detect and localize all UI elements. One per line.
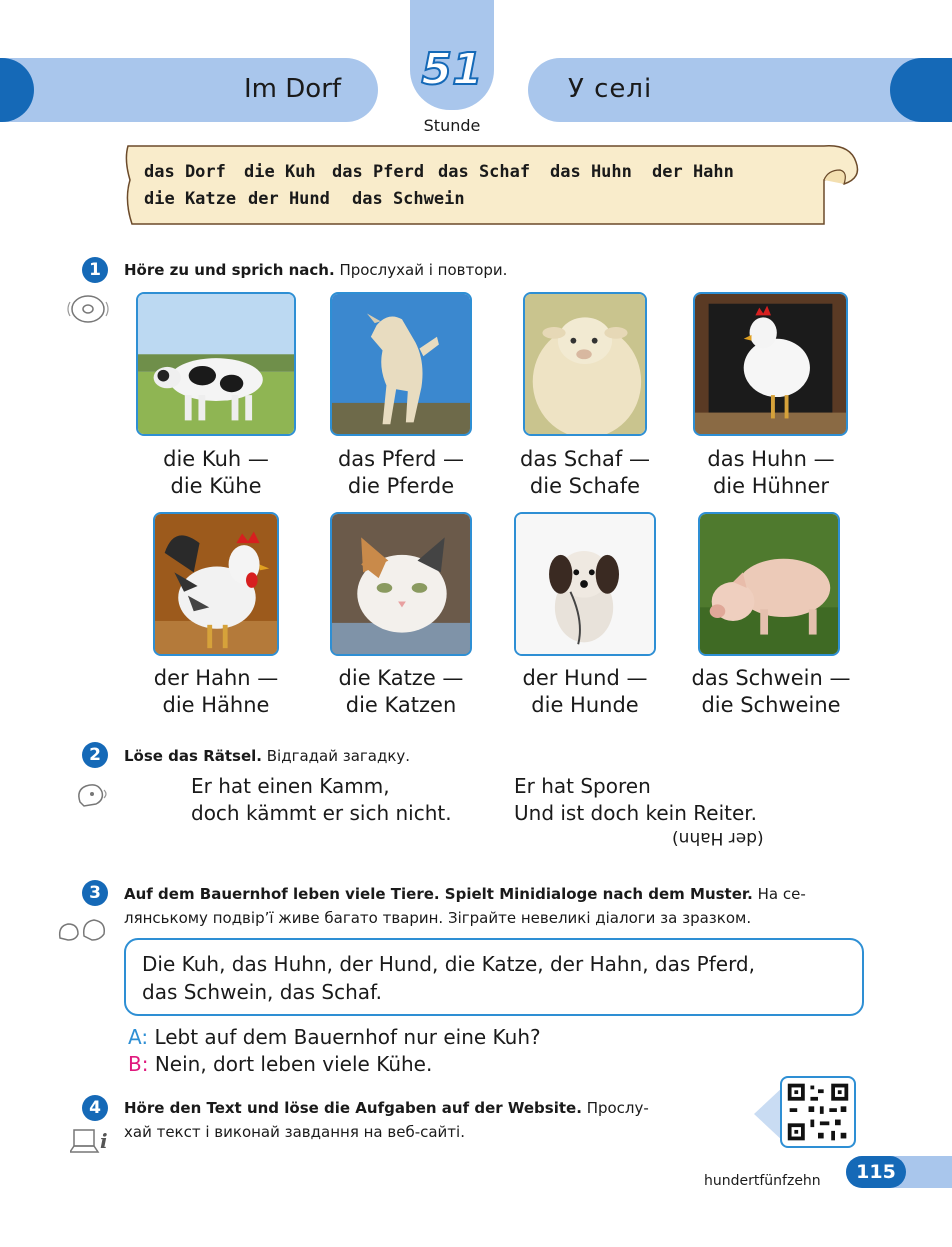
caption-plural: die Schweine — [701, 693, 841, 717]
exercise-4-instruction — [124, 1096, 744, 1144]
word-box-text — [142, 950, 852, 1006]
speaker-b-label: B: — [128, 1052, 149, 1076]
lesson-label: Stunde — [423, 116, 481, 135]
vocab-word: das Dorf — [144, 162, 226, 182]
exercise-3-instruction-de: Auf dem Bauernhof leben viele Tiere. Spielt Minidialoge nach dem Muster. — [124, 885, 753, 903]
rooster-picture — [153, 512, 279, 656]
riddle-right — [514, 773, 757, 827]
caption-singular: das Pferd — — [337, 447, 465, 471]
exercise-2-instruction-de: Löse das Rätsel. — [124, 747, 262, 765]
vocabulary-scroll — [124, 140, 864, 228]
page-number: 115 — [846, 1156, 906, 1188]
caption-pig — [680, 665, 862, 719]
audio-cd-icon[interactable] — [66, 292, 110, 326]
cat-picture — [330, 512, 472, 656]
exercise-1-number: 1 — [82, 257, 108, 283]
qr-code-icon[interactable] — [780, 1076, 856, 1148]
dialog-text: Nein, dort leben viele Kühe. — [154, 1052, 433, 1076]
caption-rooster — [140, 665, 292, 719]
riddle-left — [191, 773, 452, 827]
caption-plural: die Katzen — [345, 693, 457, 717]
caption-dog — [505, 665, 665, 719]
page-number-word: hundertfünfzehn — [704, 1173, 821, 1189]
title-ukrainian: У селі — [568, 74, 653, 104]
caption-singular: die Katze — — [338, 666, 464, 690]
caption-plural: die Hühner — [712, 474, 830, 498]
dialog-line-b — [128, 1051, 432, 1078]
exercise-3-instruction-uk: На се- — [757, 885, 806, 903]
pig-picture — [698, 512, 840, 656]
caption-plural: die Kühe — [170, 474, 262, 498]
vocab-word: der Hahn — [652, 162, 734, 182]
speaker-a-label: A: — [128, 1025, 149, 1049]
exercise-4-instruction-uk-cont: хай текст і виконай завдання на веб-сайті. — [124, 1123, 465, 1141]
caption-singular: das Schwein — — [691, 666, 851, 690]
word-box-line: Die Kuh, das Huhn, der Hund, die Katze, der Hahn, das Pferd, — [142, 952, 755, 976]
dialog-text: Lebt auf dem Bauernhof nur eine Kuh? — [154, 1025, 541, 1049]
dog-picture — [514, 512, 656, 656]
caption-cat — [320, 665, 482, 719]
title-german: Im Dorf — [244, 74, 342, 104]
lesson-number: 51 — [421, 44, 483, 95]
hen-picture — [693, 292, 848, 436]
riddle-line: doch kämmt er sich nicht. — [191, 801, 452, 825]
vocab-word: das Schaf — [438, 162, 531, 182]
svg-text:i: i — [100, 1129, 108, 1153]
riddle-line: Und ist doch kein Reiter. — [514, 801, 758, 825]
vocab-word: das Schwein — [352, 189, 465, 209]
caption-horse — [320, 446, 482, 500]
vocab-word: die Katze — [144, 189, 237, 209]
exercise-4-number: 4 — [82, 1095, 108, 1121]
caption-plural: die Hunde — [531, 693, 639, 717]
exercise-3-number: 3 — [82, 880, 108, 906]
vocab-word: das Pferd — [332, 162, 425, 182]
vocab-word: die Kuh — [244, 162, 316, 182]
riddle-answer-upside-down: (der Hahn) — [672, 828, 764, 848]
cow-picture — [136, 292, 296, 436]
caption-singular: das Schaf — — [520, 447, 650, 471]
exercise-2-instruction — [124, 744, 410, 768]
vocab-word: das Huhn — [550, 162, 632, 182]
exercise-2-instruction-uk: Відгадай загадку. — [266, 747, 411, 765]
caption-sheep — [505, 446, 665, 500]
horse-picture — [330, 292, 472, 436]
caption-plural: die Schafe — [529, 474, 641, 498]
laptop-info-icon[interactable] — [70, 1124, 112, 1162]
sheep-picture — [523, 292, 647, 436]
vocab-word: der Hund — [248, 189, 330, 209]
caption-plural: die Hähne — [162, 693, 270, 717]
riddle-line: Er hat einen Kamm, — [191, 774, 390, 798]
caption-cow — [136, 446, 296, 500]
exercise-1-instruction-uk: Прослухай і повтори. — [339, 261, 508, 279]
exercise-3-instruction-uk-cont: лянському подвір’ї живе багато тварин. Зіграйте невеликі діалоги за зразком. — [124, 909, 752, 927]
exercise-2-number: 2 — [82, 742, 108, 768]
dialog-line-a — [128, 1024, 541, 1051]
exercise-4-instruction-de: Höre den Text und löse die Aufgaben auf der Website. — [124, 1099, 582, 1117]
exercise-3-instruction — [124, 882, 864, 930]
caption-hen — [688, 446, 854, 500]
header-cap-right — [890, 58, 952, 122]
caption-singular: der Hahn — — [153, 666, 279, 690]
caption-plural: die Pferde — [347, 474, 455, 498]
caption-singular: die Kuh — — [163, 447, 269, 471]
exercise-4-instruction-uk: Прослу- — [586, 1099, 649, 1117]
dialogue-heads-icon — [56, 916, 108, 944]
word-box-line: das Schwein, das Schaf. — [142, 980, 382, 1004]
exercise-1-instruction-de: Höre zu und sprich nach. — [124, 261, 335, 279]
thinking-head-icon — [74, 780, 110, 808]
caption-singular: das Huhn — — [707, 447, 835, 471]
caption-singular: der Hund — — [522, 666, 648, 690]
riddle-line: Er hat Sporen — [514, 774, 651, 798]
exercise-1-instruction — [124, 258, 507, 282]
